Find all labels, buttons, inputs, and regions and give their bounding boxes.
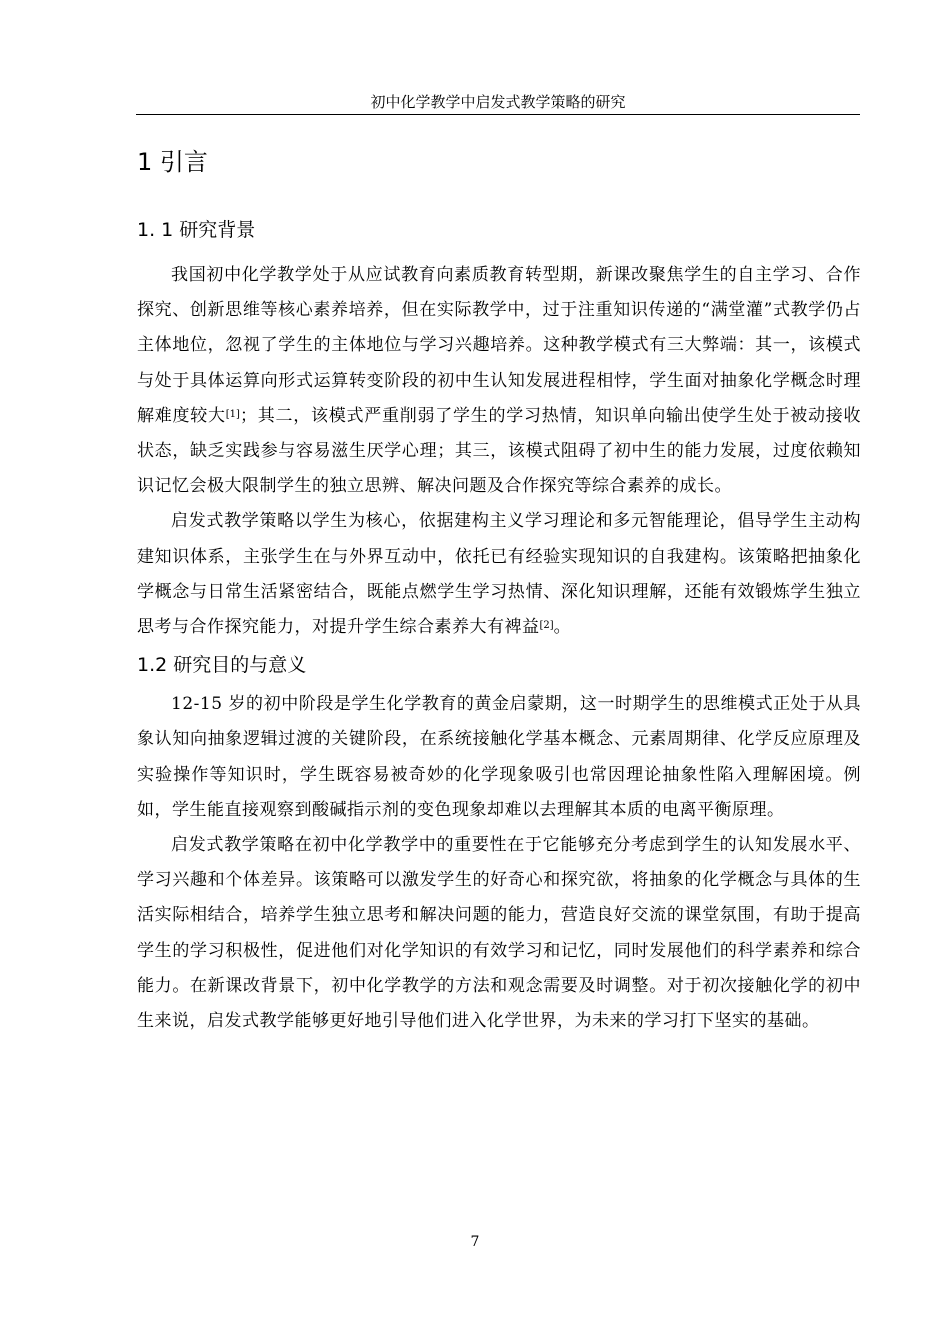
paragraph-text: 。 [553,617,572,638]
running-header: 初中化学教学中启发式教学策略的研究 [370,93,626,111]
paragraph-text: 我国初中化学教学处于从应试教育向素质教育转型期，新课改聚焦学生的自主学习、合作探究、创新思维等核心素养培养，但在实际教学中，过于注重知识传递的“满堂灌”式教学仍占主体地位，忽视了学生的主体地位与学习兴趣培养。这种教学模式有三大弊端：其一，该模式与处于具体运算向形式运算转变阶段的初中生认知发展进程相悖，学生面对抽象化学概念时理解难度较大 [137,265,861,426]
paragraph [137,504,861,645]
section-heading-purpose: 1.2 研究目的与意义 [137,654,307,677]
paragraph-text: 12-15 岁的初中阶段是学生化学教育的黄金启蒙期，这一时期学生的思维模式正处于从具象认知向抽象逻辑过渡的关键阶段，在系统接触化学基本概念、元素周期律、化学反应原理及实验操作等知识时，学生既容易被奇妙的化学现象吸引也常因理论抽象性陷入理解困境。例如，学生能直接观察到酸碱指示剂的变色现象却难以去理解其本质的电离平衡原理。 [137,694,861,820]
chapter-title: 1 引言 [137,148,208,176]
paragraph [137,828,861,1039]
paragraph-text: 启发式教学策略以学生为核心，依据建构主义学习理论和多元智能理论，倡导学生主动构建知识体系，主张学生在与外界互动中，依托已有经验实现知识的自我建构。该策略把抽象化学概念与日常生活紧密结合，既能点燃学生学习热情、深化知识理解，还能有效锻炼学生独立思考与合作探究能力，对提升学生综合素养大有裨益 [137,511,861,638]
paragraph [137,687,861,828]
page-number: 7 [470,1234,480,1250]
section-heading-background: 1. 1 研究背景 [137,219,256,241]
paragraph-text: ；其二，该模式严重削弱了学生的学习热情，知识单向输出使学生处于被动接收状态，缺乏实践参与容易滋生厌学心理；其三，该模式阻碍了初中生的能力发展，过度依赖知识记忆会极大限制学生的独立思辨、解决问题及合作探究等综合素养的成长。 [137,405,862,497]
page-body [137,140,861,1039]
citation-ref: [1] [225,408,240,420]
header-rule [136,114,860,115]
paragraph [137,258,861,504]
paragraph-text: 启发式教学策略在初中化学教学中的重要性在于它能够充分考虑到学生的认知发展水平、学习兴趣和个体差异。该策略可以激发学生的好奇心和探究欲，将抽象的化学概念与具体的生活实际相结合，培养学生独立思考和解决问题的能力，营造良好交流的课堂氛围，有助于提高学生的学习积极性，促进他们对化学知识的有效学习和记忆，同时发展他们的科学素养和综合能力。在新课改背景下，初中化学教学的方法和观念需要及时调整。对于初次接触化学的初中生来说，启发式教学能够更好地引导他们进入化学世界，为未来的学习打下坚实的基础。 [137,835,861,1032]
citation-ref: [2] [539,620,554,632]
